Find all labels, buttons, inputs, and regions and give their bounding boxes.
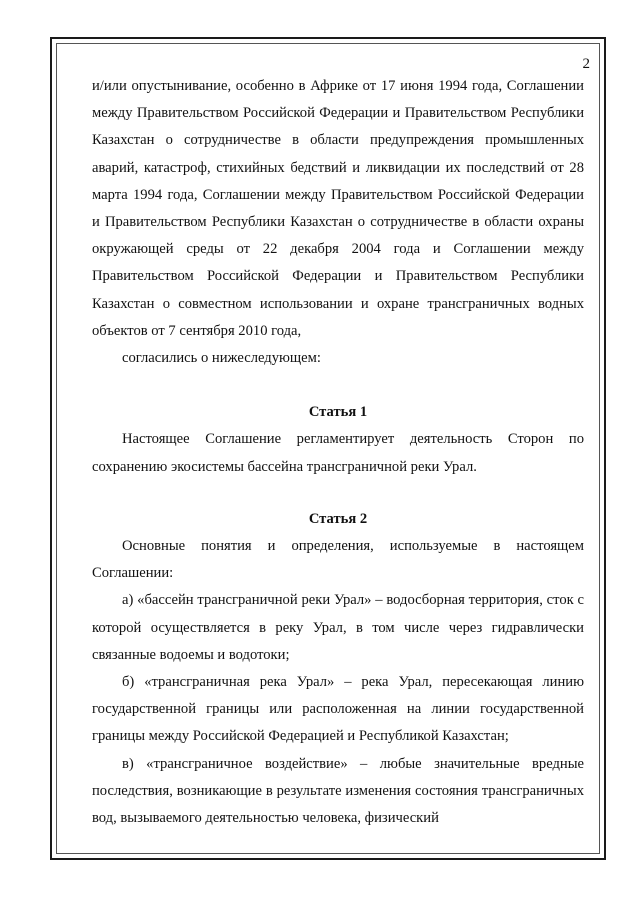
article-1-heading: Статья 1: [308, 404, 368, 421]
article-2-paragraph-intro: Основные понятия и определения, используемые в настоящем Соглашении:: [92, 538, 584, 582]
article-2-definition-a: а) «бассейн трансграничной реки Урал» – водосборная территория, сток с которой осуществляется в реку Урал, в том числе через гидравлически связанные водоемы и водотоки;: [92, 592, 584, 663]
article-2-heading: Статья 2: [308, 510, 368, 527]
article-2-definition-c: в) «трансграничное воздействие» – любые значительные вредные последствия, возникающие в результате изменения состояния трансграничных вод, вызываемого деятельностью человека, физический: [92, 755, 584, 827]
article-2-definition-b: б) «трансграничная река Урал» – река Урал, пересекающая линию государственной границы или расположенная на линии государственной границы между Российской Федерацией и Республикой Казахстан;: [92, 674, 584, 745]
article-1-paragraph: Настоящее Соглашение регламентирует деятельность Сторон по сохранению экосистемы бассейна трансграничной реки Урал.: [92, 431, 584, 475]
intro-paragraph: и/или опустынивание, особенно в Африке от 17 июня 1994 года, Соглашении между Правительством Российской Федерации и Правительством Республики Казахстан о сотрудничестве в области предупреждения промышленных аварий, катастроф, стихийных бедствий и ликвидации их последствий от 28 марта 1994 года, Соглашении между Правительством Российской Федерации и Правительством Республики Казахстан о сотрудничестве в области охраны окружающей среды от 22 декабря 2004 года и Соглашении между Правительством Российской Федерации и Правительством Республики Казахстан о совместном использовании и охране трансграничных водных объектов от 7 сентября 2010 года,: [92, 78, 584, 339]
agreed-paragraph: согласились о нижеследующем:: [122, 350, 321, 367]
page-number: 2: [582, 56, 590, 72]
document-body: [92, 73, 584, 832]
